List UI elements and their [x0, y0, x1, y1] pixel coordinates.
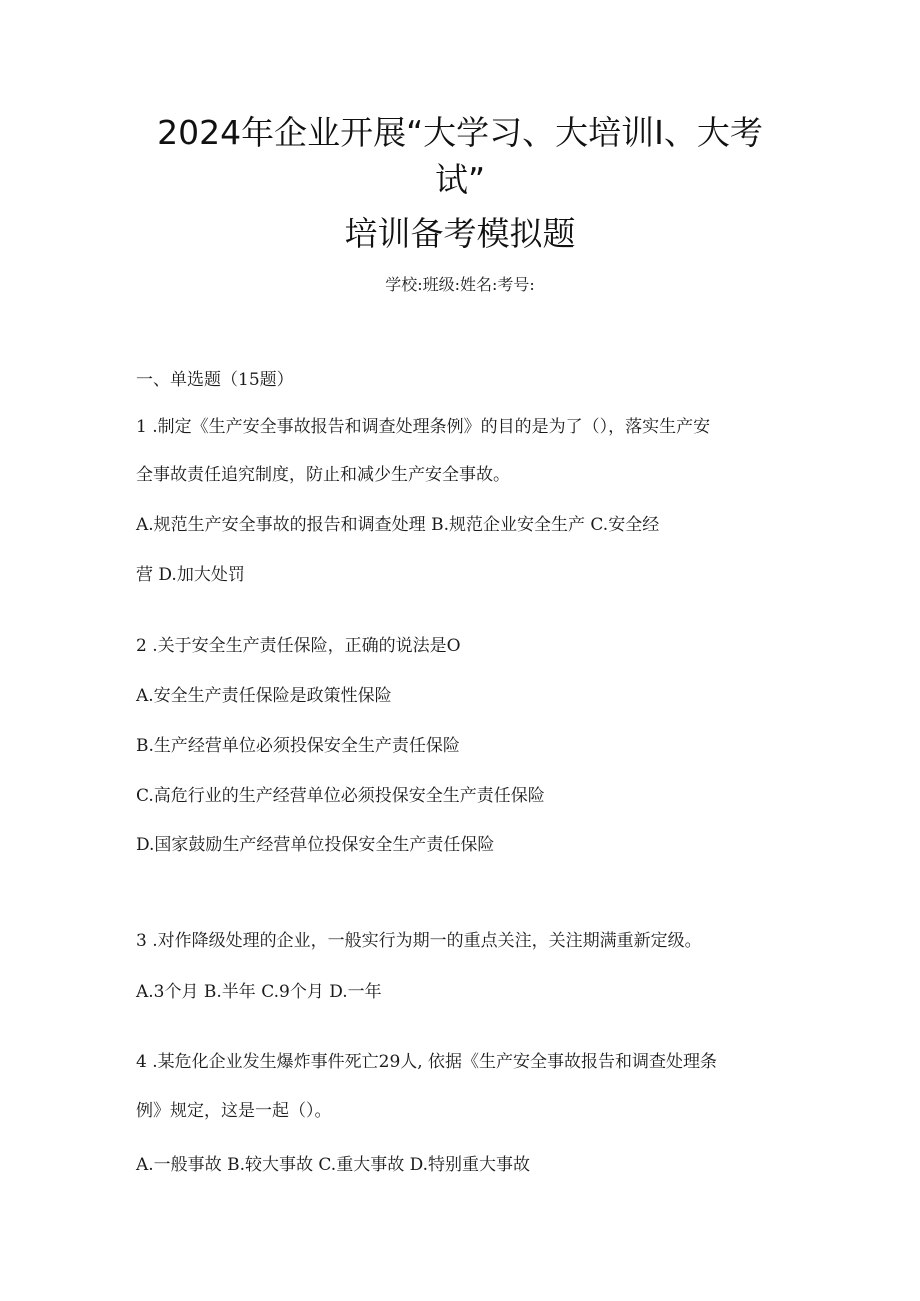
question-3-options: A.3个月 B.半年 C.9个月 D.一年	[136, 982, 382, 1002]
document-title-line-1: 2024年企业开展“大学习、大培训I、大考	[157, 113, 763, 152]
question-4-stem-line-2: 例》规定，这是一起（）。	[136, 1101, 332, 1121]
question-2-option-a: A.安全生产责任保险是政策性保险	[136, 686, 392, 706]
question-1-options-line-2: 营 D.加大处罚	[136, 565, 245, 585]
document-subtitle: 培训备考模拟题	[344, 214, 576, 253]
question-2-option-c: C.高危行业的生产经营单位必须投保安全生产责任保险	[136, 786, 545, 806]
question-2-option-b: B.生产经营单位必须投保安全生产责任保险	[136, 736, 460, 756]
question-3-stem: 3 .对作降级处理的企业，一般实行为期一的重点关注，关注期满重新定级。	[136, 931, 702, 951]
student-info-line: 学校:班级:姓名:考号:	[385, 275, 535, 294]
question-4-options: A.一般事故 B.较大事故 C.重大事故 D.特别重大事故	[136, 1155, 531, 1175]
question-1-options-line-1: A.规范生产安全事故的报告和调查处理 B.规范企业安全生产 C.安全经	[136, 515, 660, 535]
document-title-line-2: 试”	[434, 160, 486, 199]
question-1-stem-line-2: 全事故责任追究制度，防止和减少生产安全事故。	[136, 465, 510, 485]
section-heading: 一、单选题（15题）	[136, 370, 294, 390]
question-1-stem-line-1: 1 .制定《生产安全事故报告和调查处理条例》的目的是为了（），落实生产安	[136, 417, 711, 437]
question-2-option-d: D.国家鼓励生产经营单位投保安全生产责任保险	[136, 835, 495, 855]
question-2-stem: 2 .关于安全生产责任保险，正确的说法是O	[136, 636, 461, 656]
question-4-stem-line-1: 4 .某危化企业发生爆炸事件死亡29人, 依据《生产安全事故报告和调查处理条	[136, 1052, 718, 1072]
